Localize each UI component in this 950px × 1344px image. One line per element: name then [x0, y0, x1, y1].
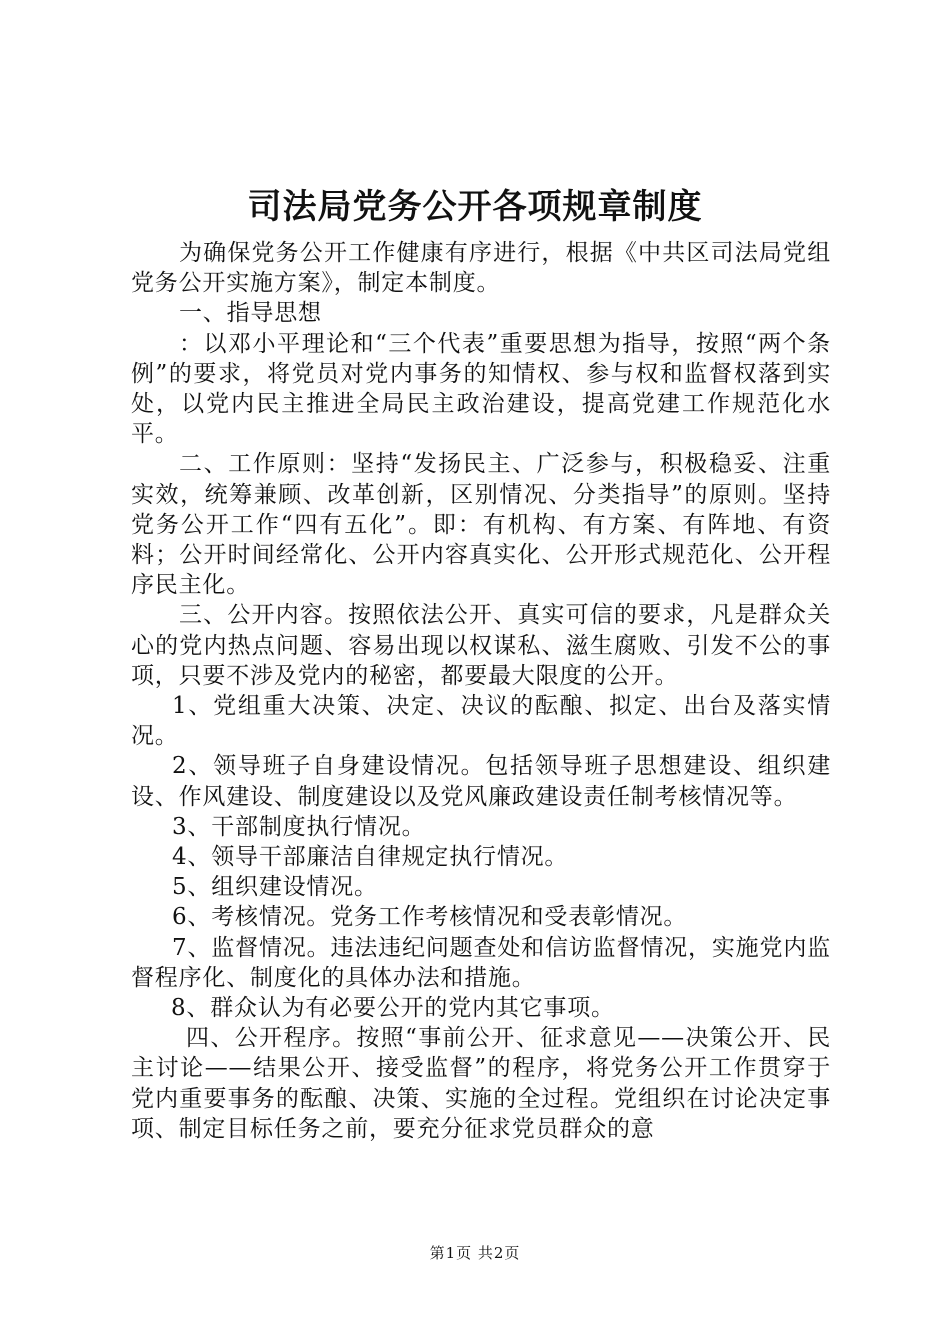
list-item-5: 5、组织建设情况。 — [172, 874, 378, 901]
list-item-1: 1、党组重大决策、决定、决议的酝酿、拟定、出台及落实情况。 — [131, 693, 831, 750]
list-item-4: 4、领导干部廉洁自律规定执行情况。 — [172, 844, 569, 871]
list-item-8: 8、群众认为有必要公开的党内其它事项。 — [171, 995, 615, 1022]
heading-guiding-ideology: 一、指导思想 — [179, 300, 322, 327]
list-item-2: 2、领导班子自身建设情况。包括领导班子思想建设、组织建设、作风建设、制度建设以及党风廉政建设责任制考核情况等。 — [131, 753, 831, 810]
paragraph-guiding-ideology: ：以邓小平理论和“三个代表”重要思想为指导，按照“两个条例”的要求，将党员对党内事务的知情权、参与权和监督权落到实处，以党内民主推进全局民主政治建设，提高党建工作规范化水平。 — [131, 330, 831, 448]
list-item-7: 7、监督情况。违法违纪问题查处和信访监督情况，实施党内监督程序化、制度化的具体办法和措施。 — [131, 934, 831, 991]
list-item-6: 6、考核情况。党务工作考核情况和受表彰情况。 — [172, 904, 688, 931]
document-body — [131, 238, 831, 1144]
list-item-3: 3、干部制度执行情况。 — [172, 813, 426, 840]
paragraph-disclosure-content: 三、公开内容。按照依法公开、真实可信的要求，凡是群众关心的党内热点问题、容易出现以权谋私、滋生腐败、引发不公的事项，只要不涉及党内的秘密，都要最大限度的公开。 — [131, 602, 831, 689]
paragraph-work-principles: 二、工作原则：坚持“发扬民主、广泛参与，积极稳妥、注重实效，统筹兼顾、改革创新，区别情况、分类指导”的原则。坚持党务公开工作“四有五化”。即：有机构、有方案、有阵地、有资料；公开时间经常化、公开内容真实化、公开形式规范化、公开程序民主化。 — [131, 451, 831, 599]
paragraph-intro: 为确保党务公开工作健康有序进行，根据《中共区司法局党组党务公开实施方案》，制定本制度。 — [131, 240, 831, 297]
page-number-footer: 第1页 共2页 — [429, 1244, 521, 1262]
paragraph-disclosure-procedure: 四、公开程序。按照“事前公开、征求意见——决策公开、民主讨论——结果公开、接受监督”的程序，将党务公开工作贯穿于党内重要事务的酝酿、决策、实施的全过程。党组织在讨论决定事项、制定目标任务之前，要充分征求党员群众的意 — [131, 1025, 831, 1142]
document-title: 司法局党务公开各项规章制度 — [247, 187, 703, 227]
